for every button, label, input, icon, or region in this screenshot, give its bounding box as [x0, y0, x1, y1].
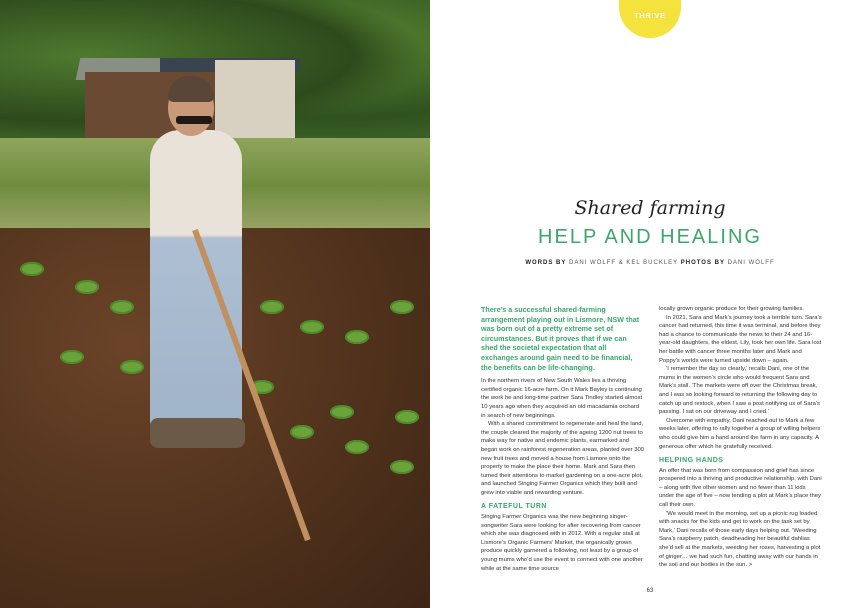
- byline-words-names: DANI WOLFF & KEL BUCKLEY: [569, 260, 679, 266]
- seedling: [390, 300, 414, 314]
- paragraph: ‘I remember the day so clearly,’ recalls Dani, one of the mums in the women’s circle who would frequent Sara and Mark’s stall. ‘The markets were off over the Christmas break, and I was so looking forward to returning the following day to catch up and restock, when I saw a post notifying us of Sara’s passing. I sat on our driveway and I cried.’: [659, 366, 820, 416]
- shed: [215, 60, 295, 142]
- paragraph: In 2021, Sara and Mark’s journey took a terrible turn. Sara’s cancer had returned, this time it was terminal, and before they had a chance to communicate the news to their 24 and 16-year-old daughters, the eldest, Lily, took her own life. Sara lost her battle with cancer three months later and Mark and Poppy’s worlds were turned upside down – again.: [659, 314, 822, 364]
- page-number: 63: [646, 588, 654, 594]
- seedling: [110, 300, 134, 314]
- seedling: [330, 405, 354, 419]
- paragraph: locally grown organic produce for their growing families.: [659, 306, 805, 312]
- article-column-right: [659, 305, 822, 570]
- seedling: [75, 280, 99, 294]
- paragraph: In the northern rivers of New South Wales lies a thriving certified organic 16-acre farm. On it Mark Bayley is continuing the work he and long-time partner Sara Tindley started almost 10 years ago when they acquired an old macadamia orchard in search of new beginnings.: [481, 378, 643, 419]
- paragraph: Overcome with empathy, Dani reached out to Mark a few weeks later, offering to rally together a group of willing helpers who could give him a hand around the farm in any capacity. A generous offer which he gratefully received.: [659, 417, 821, 450]
- seedling: [300, 320, 324, 334]
- article-headline: HELP AND HEALING: [538, 226, 762, 248]
- seedling: [395, 410, 419, 424]
- article-intro: There’s a successful shared-farming arrangement playing out in Lismore, NSW that was born out of a pretty extreme set of circumstances. But it proves that if we can shed the societal expectation that all exchanges around gain need to be financial, the benefits can be life-changing.: [481, 305, 640, 372]
- sunglasses: [176, 116, 212, 124]
- article-kicker: Shared farming: [574, 197, 726, 219]
- seedling: [345, 330, 369, 344]
- boots: [150, 418, 245, 448]
- seedling: [60, 350, 84, 364]
- paragraph: Singing Farmer Organics was the new beginning singer-songwriter Sara were looking for after recovering from cancer which she was diagnosed with in 2012. With a regular stall at Lismore’s Organic Farmers’ Market, the organically grown produce quickly garnered a following, not least by a group of young mums who’d use the event to connect with one another while at the same time source: [481, 514, 643, 572]
- article-byline: [500, 260, 800, 266]
- byline-photos-names: DANI WOLFF: [727, 260, 775, 266]
- byline-photos-label: PHOTOS BY: [680, 260, 725, 266]
- seedling: [20, 262, 44, 276]
- paragraph: ‘We would meet in the morning, set up a picnic rug loaded with snacks for the kids and get to work on the task set by Mark,’ Dani recalls of those early days helping out. ‘Weeding Sara’s raspberry patch, deadheading her beautiful dahlias she’d sell at the markets, weeding her roses, harvesting a plot of ginger… we had such fun, chatting away with our hands in the soil and our bodies in the sun. >: [659, 510, 821, 569]
- woman-figure: [150, 130, 242, 430]
- seedling: [120, 360, 144, 374]
- subheading: HELPING HANDS: [659, 457, 724, 465]
- paragraph: An offer that was born from compassion and grief has since prospered into a thriving and productive relationship, with Dani – along with five other women and no fewer than 11 kids under the age of five – now tending a plot at Mark’s place they call their own.: [659, 467, 822, 509]
- seedling: [390, 460, 414, 474]
- paragraph: With a shared commitment to regenerate and heal the land, the couple cleared the majority of the ageing 1200 nut trees to make way for native and endemic plants, earmarked and began work on rainforest regeneration areas, planted over 300 new fruit trees and moved a house from Lismore onto the property to make the place their home. Mark and Sara then turned their attentions to market gardening on a one-acre plot, and launched Singing Farmer Organics which they built and grew into viable and rewarding venture.: [481, 421, 645, 496]
- seedling: [345, 440, 369, 454]
- byline-words-label: WORDS BY: [525, 260, 567, 266]
- section-badge-label: THRIVE: [634, 13, 666, 20]
- subheading: A FATEFUL TURN: [481, 503, 547, 511]
- seedling: [260, 300, 284, 314]
- article-column-left: [481, 305, 645, 573]
- seedling: [290, 425, 314, 439]
